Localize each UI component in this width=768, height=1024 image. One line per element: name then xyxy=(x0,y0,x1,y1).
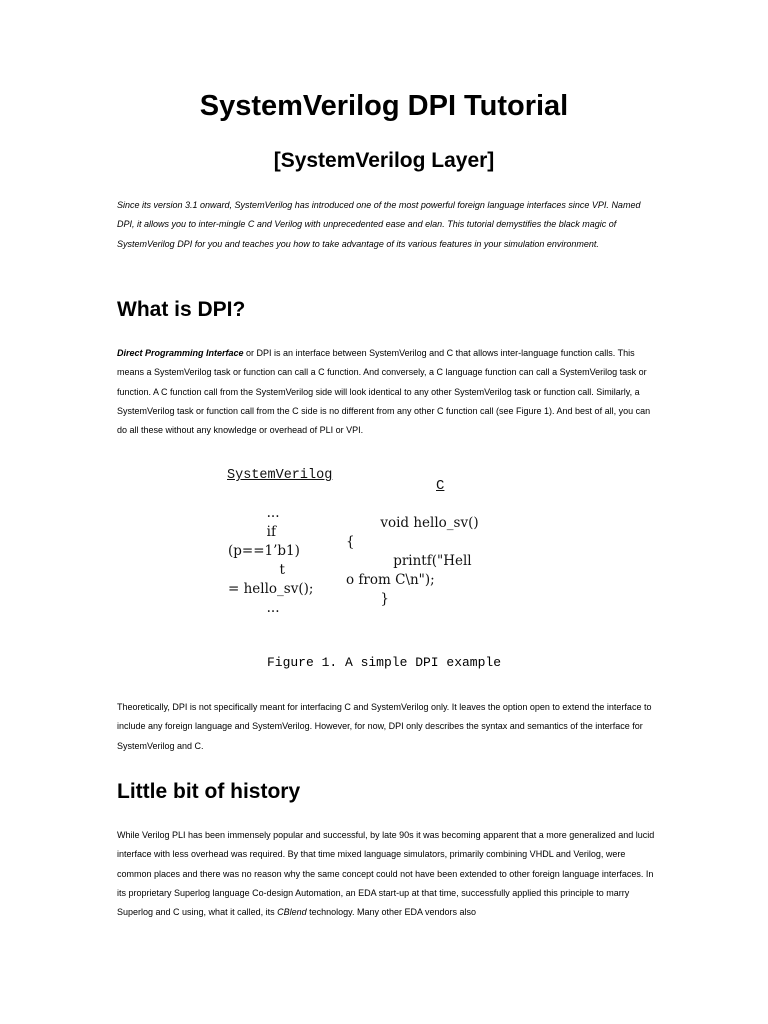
history-text-end: technology. Many other EDA vendors also xyxy=(306,907,477,918)
history-text: While Verilog PLI has been immensely popular and successful, by late 90s it was becoming apparent that a more generalized and lucid interface with less overhead was required. By that time mixed language simulators, primarily combining VHDL and Verilog, were common places and there was no reason why the same concept could not have been extended to other foreign language interfaces. In its proprietary Superlog language Co-design Automation, an EDA start-up at that time, successfully applied this principle to marry Superlog and C using, what it called, its xyxy=(117,830,655,918)
page-subtitle: [SystemVerilog Layer] xyxy=(273,149,495,172)
dpi-definition-text: or DPI is an interface between SystemVerilog and C that allows inter-language function calls. This means a SystemVerilog task or function can call a C function. And conversely, a C language function can call a SystemVerilog task or function. A C function call from the SystemVerilog side will look identical to any other SystemVerilog task or function call. Similarly, a SystemVerilog task or function call from the C side is no different from any other C function call (see Figure 1). And best of all, you can do all these without any knowledge or overhead of PLI or VPI. xyxy=(117,348,651,436)
section-heading-what-is-dpi: What is DPI? xyxy=(117,298,246,321)
cblend-term: CBlend xyxy=(277,907,307,918)
dpi-definition-paragraph xyxy=(117,344,657,440)
figure-c-title: C xyxy=(436,478,445,494)
page-title: SystemVerilog DPI Tutorial xyxy=(199,90,569,122)
figure-c-code: void hello_sv() { printf("Hell o from C\n"); } xyxy=(346,515,479,607)
dpi-term: Direct Programming Interface xyxy=(117,348,244,358)
figure-sv-title: SystemVerilog xyxy=(227,468,333,483)
dpi-theory-paragraph: Theoretically, DPI is not specifically meant for interfacing C and SystemVerilog only. It leaves the option open to extend the interface to include any foreign language and SystemVerilog. However, for now, DPI only describes the syntax and semantics of the interface for SystemVerilog and C. xyxy=(117,702,652,751)
figure-caption: Figure 1. A simple DPI example xyxy=(266,655,502,670)
intro-paragraph: Since its version 3.1 onward, SystemVerilog has introduced one of the most powerful foreign language interfaces since VPI. Named DPI, it allows you to inter-mingle C and Verilog with unprecedented ease and elan. This tutorial demystifies the black magic of SystemVerilog DPI for you and teaches you how to take advantage of its various features in your simulation environment. xyxy=(117,200,641,249)
figure-sv-code: ... if (p==1’b1) t = hello_sv(); ... xyxy=(228,505,314,616)
history-paragraph xyxy=(117,826,657,922)
section-heading-history: Little bit of history xyxy=(117,780,301,803)
